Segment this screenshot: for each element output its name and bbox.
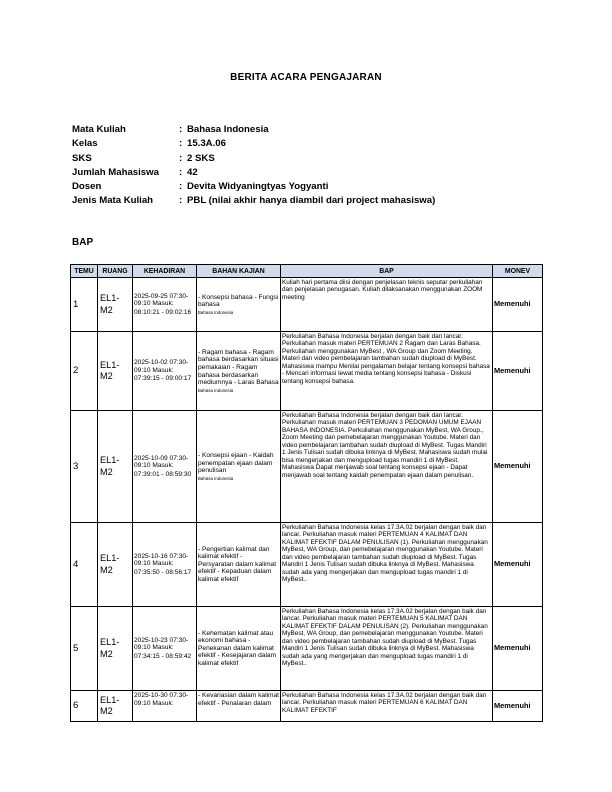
info-value: Devita Widyaningtyas Yogyanti [187,181,329,193]
document-title: BERITA ACARA PENGAJARAN [230,72,382,83]
cell-bap: Perkuliahan Bahasa Indonesia berjalan dengan baik dan lancar. Perkuliahan masuk materi PERTEMUAN 2 Ragam dan Laras Bahasa. Perkuliahan menggunakan MyBest , WA Group dan Zoom Meeting. Materi dan video pembelajaran tambahan sudah diupload di MyBest. Mahasiswa mampu Menilai pengalaman belajar tentang konsepsi bahasa - Mencari informasi lewat media tentang konsepsi bahasa - Diskusi tentang konsepsi bahasa. [281,332,493,411]
cell-ruang: EL1-M2 [98,278,133,332]
cell-monev: Memenuhi [493,607,543,691]
topic-subject: Bahasa Indonesia [198,309,234,315]
table-row [71,411,543,523]
cell-temu: 5 [71,607,98,691]
header-bahan-kajian: BAHAN KAJIAN [197,265,281,278]
cell-bap: Perkuliahan Bahasa Indonesia berjalan dengan baik dan lancar. Perkuliahan masuk materi PERTEMUAN 3 PEDOMAN UMUM EJAAN BAHASA INDONESIA. Perkuliahan menggunakan MyBest, WA Group., Zoom Meeting dan pemebelajaran menggunakan Youtube. Materi dan video pembelajaran tambahan sudah diupload di MyBest. Tugas Mandiri 1 Jenis Tulisan sudah dibuka linknya di MyBest. Mahasiswa sudah mulai bisa mengerjakan dan mengupload tugas mandiri 1 di MyBest. Mahasiswa Dapat menjawab soal tentang konsepsi ejaan - Dapat menjawab soal tentang kaidah penempatan ejaan dalam penulisan. [281,411,493,523]
topic-text: - Pengertian kalimat dan kalimat efektif - Persyaratan dalam kalimat efektif - Kepaduan dalam kalimat efektif [198,545,277,583]
cell-kehadiran [133,332,197,411]
cell-bahan-kajian [197,332,281,411]
table-row [71,607,543,691]
info-separator: : [179,195,183,207]
table-row [71,332,543,411]
attendance-time: 08:10:21 - 09:02:16 [134,308,192,316]
table-header-row [71,265,543,278]
cell-kehadiran [133,691,197,722]
info-value: 2 SKS [187,152,215,164]
table-row [71,278,543,332]
info-row-class [72,137,435,151]
header-bap: BAP [281,265,493,278]
header-temu: TEMU [71,265,98,278]
cell-bap: Perkuliahan Bahasa Indonesia kelas 17.3A.02 berjalan dengan baik dan lancar. Perkuliahan masuk materi PERTEMUAN 5 KALIMAT DAN KALIMAT EFEKTIF DALAM PENULISAN (2). Perkuliahan menggunakan MyBest, WA Group, dan pemebelajaran menggunakan Youtube. Materi dan video pembelajaran tambahan sudah diupload di MyBest. Tugas Mandiri 1 Jenis Tulisan sudah dibuka linknya di MyBest. Mahasiswa sudah ada yang mengerjakan dan mengupload tugas mandiri 1 di MyBest.. [281,607,493,691]
header-ruang: RUANG [98,265,133,278]
info-label: Mata Kuliah [72,124,126,135]
attendance-schedule: 2025-10-09 07:30-09:10 Masuk: [134,454,189,470]
attendance-schedule: 2025-10-30 07:30-09:10 Masuk: [134,692,189,707]
attendance-time: 07:39:01 - 08:59:30 [134,470,192,478]
topic-text: - Konsepsi ejaan - Kaidah penempatan ejaan dalam penulisan [198,451,274,475]
section-label: BAP [72,237,94,248]
cell-bahan-kajian [197,691,281,722]
course-info [72,123,435,209]
topic-subject: Bahasa Indonesia [198,475,234,481]
attendance-schedule: 2025-09-25 07:30-09:10 Masuk: [134,292,189,308]
cell-ruang: EL1-M2 [98,332,133,411]
info-value: Bahasa Indonesia [187,124,269,135]
cell-ruang: EL1-M2 [98,411,133,523]
cell-temu: 6 [71,691,98,722]
cell-temu: 3 [71,411,98,523]
cell-monev: Memenuhi [493,411,543,523]
attendance-schedule: 2025-10-02 07:30-09:10 Masuk: [134,359,189,374]
attendance-time: 07:34:15 - 08:59:42 [134,652,192,660]
cell-kehadiran [133,411,197,523]
topic-text: - Konsepsi bahasa - Fungsi bahasa [198,293,279,309]
attendance-time: 07:35:50 - 08:56:17 [134,568,192,576]
topic-text: - Kevariasian dalam kalimat efektif - Penalaran dalam [198,692,279,707]
info-separator: : [179,166,183,178]
cell-kehadiran [133,607,197,691]
bap-table [70,264,543,722]
info-row-course-type [72,194,435,208]
cell-ruang: EL1-M2 [98,523,133,607]
cell-bahan-kajian [197,278,281,332]
info-value: 15.3A.06 [187,138,226,150]
cell-ruang: EL1-M2 [98,607,133,691]
info-separator: : [179,181,183,193]
cell-kehadiran [133,523,197,607]
cell-kehadiran [133,278,197,332]
info-separator: : [179,138,183,150]
cell-bap: Perkuliahan Bahasa Indonesia kelas 17.3A.02 berjalan dengan baik dan lancar. Perkuliahan masuk materi PERTEMUAN 4 KALIMAT DAN KALIMAT EFEKTIF DALAM PENULISAN (1). Perkuliahan menggunakan MyBest, WA Group, dan pemebelajaran menggunakan Youtube. Materi dan video pembelajaran tambahan sudah diupload di MyBest. Tugas Mandiri 1 Jenis Tulisan sudah dibuka linknya di MyBest. Mahasiswa sudah ada yang mengerjakan dan mengupload tugas mandiri 1 di MyBest.. [281,523,493,607]
cell-temu: 1 [71,278,98,332]
topic-text: - Ragam bahasa - Ragam bahasa berdasarkan situasi pemakaian - Ragam bahasa berdasarkan mediumnya - Laras Bahasa [198,348,279,387]
info-label: SKS [72,152,92,164]
info-row-students [72,166,435,180]
info-label: Dosen [72,181,102,193]
info-value: 42 [187,166,198,178]
info-row-sks [72,152,435,166]
info-row-course [72,123,435,137]
header-monev: MONEV [493,265,543,278]
cell-ruang: EL1-M2 [98,691,133,722]
cell-monev: Memenuhi [493,523,543,607]
topic-subject: Bahasa Indonesia [198,387,234,393]
cell-bap: Perkuliahan Bahasa Indonesia kelas 17.3A.02 berjalan dengan baik dan lancar. Perkuliahan masuk materi PERTEMUAN 6 KALIMAT DAN KALIMAT EFEKTIF [281,691,493,722]
attendance-time: 07:39:15 - 09:00:17 [134,375,192,383]
info-label: Jumlah Mahasiswa [72,166,159,178]
cell-temu: 4 [71,523,98,607]
cell-temu: 2 [71,332,98,411]
cell-bahan-kajian [197,411,281,523]
info-separator: : [179,152,183,164]
info-label: Jenis Mata Kuliah [72,195,154,207]
cell-monev: Memenuhi [493,691,543,722]
info-value: PBL (nilai akhir hanya diambil dari project mahasiswa) [187,195,436,207]
table-row [71,691,543,722]
info-row-lecturer [72,180,435,194]
attendance-schedule: 2025-10-23 07:30-09:10 Masuk: [134,636,189,652]
cell-monev: Memenuhi [493,278,543,332]
cell-bap: Kuliah hari pertama diisi dengan penjelasan teknis seputar perkuliahan dan penjelasan penugasan. Kuliah dilaksanakan menggunakan ZOOM meeting [281,278,493,332]
table-row [71,523,543,607]
cell-monev: Memenuhi [493,332,543,411]
info-label: Kelas [72,138,98,150]
cell-bahan-kajian [197,523,281,607]
info-separator: : [179,124,183,135]
header-kehadiran: KEHADIRAN [133,265,197,278]
attendance-schedule: 2025-10-16 07:30-09:10 Masuk: [134,552,189,568]
cell-bahan-kajian [197,607,281,691]
topic-text: - Kehematan kalimat atau ekonomi bahasa - Penekanan dalam kalimat efektif - Kesejajaran dalam kalimat efektif [198,629,277,667]
